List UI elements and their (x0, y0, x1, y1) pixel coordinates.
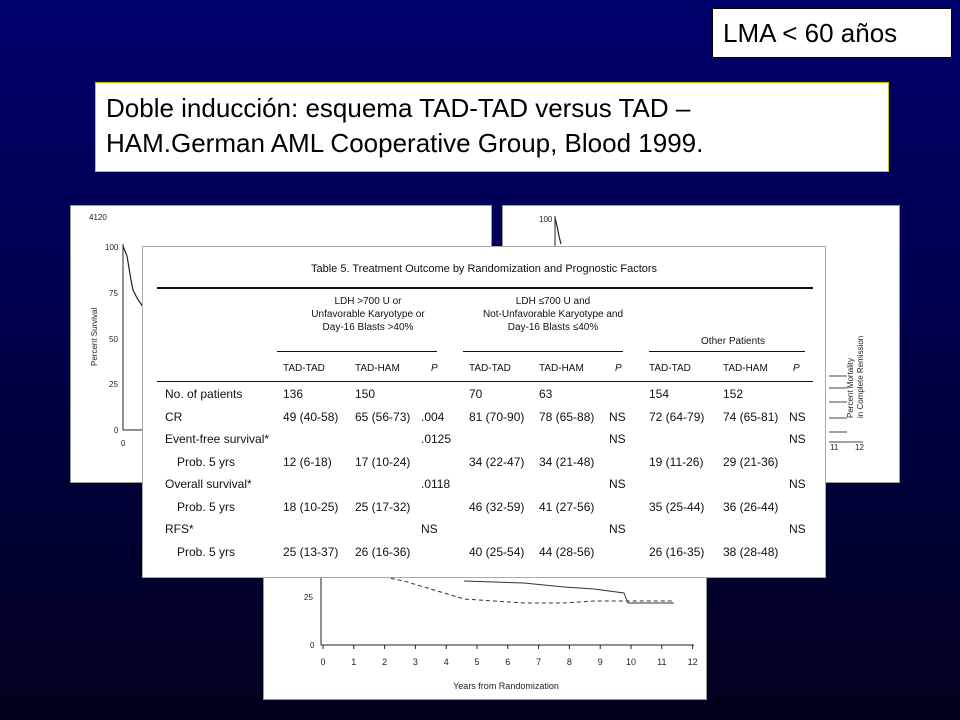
table-cell: .0118 (421, 477, 451, 491)
header-bottom-rule (157, 381, 813, 382)
slide-title (95, 82, 889, 172)
table-row (143, 455, 825, 475)
table-cell: 12 (6-18) (283, 454, 332, 469)
left-xtick-0: 0 (121, 439, 126, 448)
table-cell: 49 (40-58) (283, 409, 339, 424)
right-xtick-12: 12 (855, 443, 864, 452)
col-header-3: P (431, 363, 438, 374)
col-header-8: TAD-HAM (723, 363, 768, 374)
col-header-2: TAD-HAM (355, 363, 400, 374)
table-row (143, 545, 825, 565)
table-cell: NS (789, 522, 806, 536)
group-3-rule (649, 351, 805, 352)
group-header-3 (663, 335, 803, 348)
table-cell: 26 (16-35) (649, 544, 705, 559)
group-1-rule (277, 351, 437, 352)
left-ytick-25: 25 (109, 380, 118, 389)
right-mortality-curve (555, 218, 561, 244)
table-cell: 70 (469, 387, 483, 401)
table-cell: 35 (25-44) (649, 499, 705, 514)
table-cell: 44 (28-56) (539, 544, 595, 559)
bottom-xlabel: Years from Randomization (453, 681, 559, 691)
group-2-line-1: LDH ≤700 U and (515, 296, 591, 307)
col-header-6: P (615, 363, 622, 374)
table-cell: 78 (65-88) (539, 409, 595, 424)
group-header-2 (463, 295, 643, 334)
table-cell: 36 (26-44) (723, 499, 779, 514)
right-ylabel-2: in Complete Remission (856, 335, 865, 418)
table-cell: 17 (10-24) (355, 454, 411, 469)
table-cell: NS (789, 409, 806, 424)
left-ytick-100: 100 (105, 243, 119, 252)
right-ytick-100: 100 (539, 215, 553, 224)
table-cell: 65 (56-73) (355, 409, 411, 424)
table-cell: NS (789, 477, 806, 491)
row-label: Event-free survival* (165, 432, 270, 446)
left-ytick-0: 0 (114, 426, 119, 435)
row-label: Prob. 5 yrs (177, 454, 236, 469)
table-cell: NS (609, 409, 626, 424)
bottom-xticks (320, 645, 697, 667)
bottom-xtick-label: 9 (597, 657, 603, 667)
bottom-xtick-label: 5 (474, 657, 480, 667)
left-ytick-75: 75 (109, 289, 118, 298)
table-row (143, 500, 825, 520)
bottom-xtick-label: 11 (657, 657, 667, 667)
bottom-survival-curve-1 (384, 577, 674, 603)
table-cell: .004 (421, 409, 445, 424)
right-ylabel-1: Percent Mortality (846, 357, 855, 418)
table-cell: 81 (70-90) (469, 409, 525, 424)
table-cell: 152 (723, 387, 744, 401)
col-header-1: TAD-TAD (283, 363, 325, 374)
col-header-5: TAD-HAM (539, 363, 584, 374)
bottom-xtick-label: 0 (320, 657, 326, 667)
group-2-rule (463, 351, 623, 352)
row-label: RFS* (165, 522, 194, 536)
bottom-xtick-label: 2 (382, 657, 388, 667)
table-cell: .0125 (421, 432, 452, 446)
outcome-table (142, 246, 826, 578)
table-cell: 136 (283, 387, 304, 401)
table-cell: 19 (11-26) (649, 454, 704, 469)
table-cell: 46 (32-59) (469, 499, 525, 514)
table-row (143, 410, 825, 430)
slide-tag: LMA < 60 años (712, 8, 952, 58)
table-cell: 34 (22-47) (469, 454, 525, 469)
bottom-xtick-label: 1 (351, 657, 357, 667)
group-header-1 (283, 295, 453, 334)
row-label: No. of patients (165, 387, 243, 401)
table-cell: 34 (21-48) (539, 454, 595, 469)
row-label: Overall survival* (165, 477, 252, 491)
table-cell: 74 (65-81) (723, 409, 779, 424)
row-label: Prob. 5 yrs (177, 499, 236, 514)
table-cell: NS (609, 432, 626, 446)
table-cell: 40 (25-54) (469, 544, 525, 559)
bottom-ytick-25: 25 (304, 593, 313, 602)
table-cell: 25 (17-32) (355, 499, 411, 514)
row-label: Prob. 5 yrs (177, 544, 236, 559)
table-cell: 154 (649, 387, 670, 401)
col-header-4: TAD-TAD (469, 363, 511, 374)
table-cell: NS (609, 522, 626, 536)
table-cell: 25 (13-37) (283, 544, 339, 559)
bottom-survival-curve-2 (464, 581, 674, 603)
left-ylabel: Percent Survival (90, 307, 99, 366)
table-cell: 26 (16-36) (355, 544, 411, 559)
bottom-xtick-label: 4 (443, 657, 449, 667)
table-cell: NS (609, 477, 626, 491)
table-row (143, 387, 825, 407)
table-title: Table 5. Treatment Outcome by Randomization and Prognostic Factors (310, 263, 658, 275)
row-label: CR (165, 409, 183, 424)
slide-title-line-2: HAM.German AML Cooperative Group, Blood 1999. (106, 128, 704, 158)
left-ytick-50: 50 (109, 335, 118, 344)
table-cell: 72 (64-79) (649, 409, 705, 424)
bottom-xtick-label: 10 (625, 657, 637, 667)
bottom-xtick-label: 6 (505, 657, 511, 667)
col-header-9: P (793, 363, 800, 374)
group-1-line-3: Day-16 Blasts >40% (322, 322, 414, 333)
table-row (143, 477, 825, 497)
bottom-xtick-label: 12 (687, 657, 698, 667)
col-header-7: TAD-TAD (649, 363, 691, 374)
table-cell: 41 (27-56) (539, 499, 595, 514)
group-1-line-2: Unfavorable Karyotype or (311, 309, 425, 320)
table-row (143, 522, 825, 542)
table-cell: NS (789, 432, 806, 446)
bottom-ytick-0: 0 (310, 641, 315, 650)
table-top-rule (157, 287, 813, 289)
bottom-xtick-label: 3 (412, 657, 418, 667)
bottom-xtick-label: 8 (566, 657, 572, 667)
table-cell: 63 (539, 387, 553, 401)
table-cell: 29 (21-36) (723, 454, 779, 469)
group-2-line-2: Not-Unfavorable Karyotype and (482, 309, 624, 320)
group-1-line-1: LDH >700 U or (334, 296, 402, 307)
group-2-line-3: Day-16 Blasts ≤40% (507, 322, 599, 333)
slide-title-line-1: Doble inducción: esquema TAD-TAD versus TAD – (106, 93, 691, 123)
bottom-xtick-label: 7 (536, 657, 542, 667)
left-corner-number: 4120 (89, 213, 107, 222)
table-row (143, 432, 825, 452)
right-xtick-11: 11 (830, 443, 839, 452)
group-3-line-1: Other Patients (701, 336, 765, 347)
table-cell: 38 (28-48) (723, 544, 779, 559)
table-cell: NS (421, 522, 438, 536)
table-cell: 18 (10-25) (283, 499, 339, 514)
table-cell: 150 (355, 387, 376, 401)
